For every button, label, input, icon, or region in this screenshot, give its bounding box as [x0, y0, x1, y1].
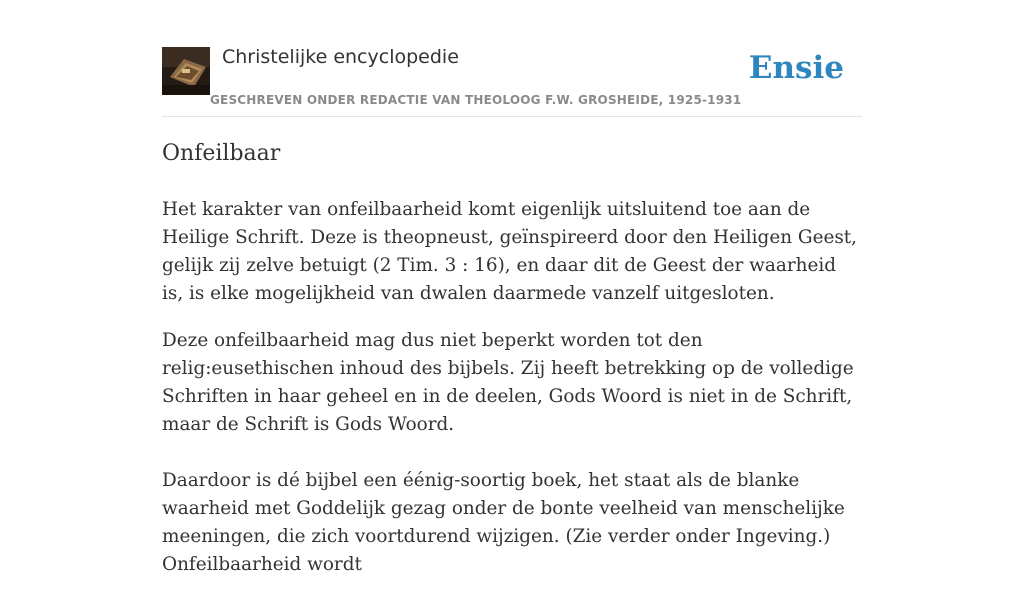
book-cover-icon — [162, 47, 210, 95]
site-subtitle: GESCHREVEN ONDER REDACTIE VAN THEOLOOG F.W. GROSHEIDE, 1925-1931 — [210, 93, 742, 107]
site-name[interactable]: Christelijke encyclopedie — [222, 46, 459, 68]
site-header — [162, 40, 862, 117]
article-paragraph: Het karakter van onfeilbaarheid komt eigenlijk uitsluitend toe aan de Heilige Schrift. Deze is theopneust, geïnspireerd door den Heiligen Geest, gelijk zij zelve betuigt (2 Tim. 3 : 16), en daar dit de Geest der waarheid is, is elke mogelijkheid van dwalen daarmede vanzelf uitgesloten. — [162, 199, 858, 304]
article-paragraph: Daardoor is dé bijbel een éénig-soortig boek, het staat als de blanke waarheid met Goddelijk gezag onder de bonte veelheid van menschelijke meeningen, die zich voortdurend wijzigen. (Zie verder onder Ingeving.) Onfeilbaarheid wordt — [162, 470, 845, 575]
page-title: Onfeilbaar — [162, 141, 281, 166]
brand-logo[interactable]: Ensie — [748, 50, 844, 86]
avatar[interactable] — [162, 47, 210, 95]
article-paragraph: Deze onfeilbaarheid mag dus niet beperkt worden tot den relig:eusethischen inhoud des bijbels. Zij heeft betrekking op de volledige Schriften in haar geheel en in de deelen, Gods Woord is niet in de Schrift, maar de Schrift is Gods Woord. — [162, 330, 854, 435]
article — [162, 138, 862, 598]
